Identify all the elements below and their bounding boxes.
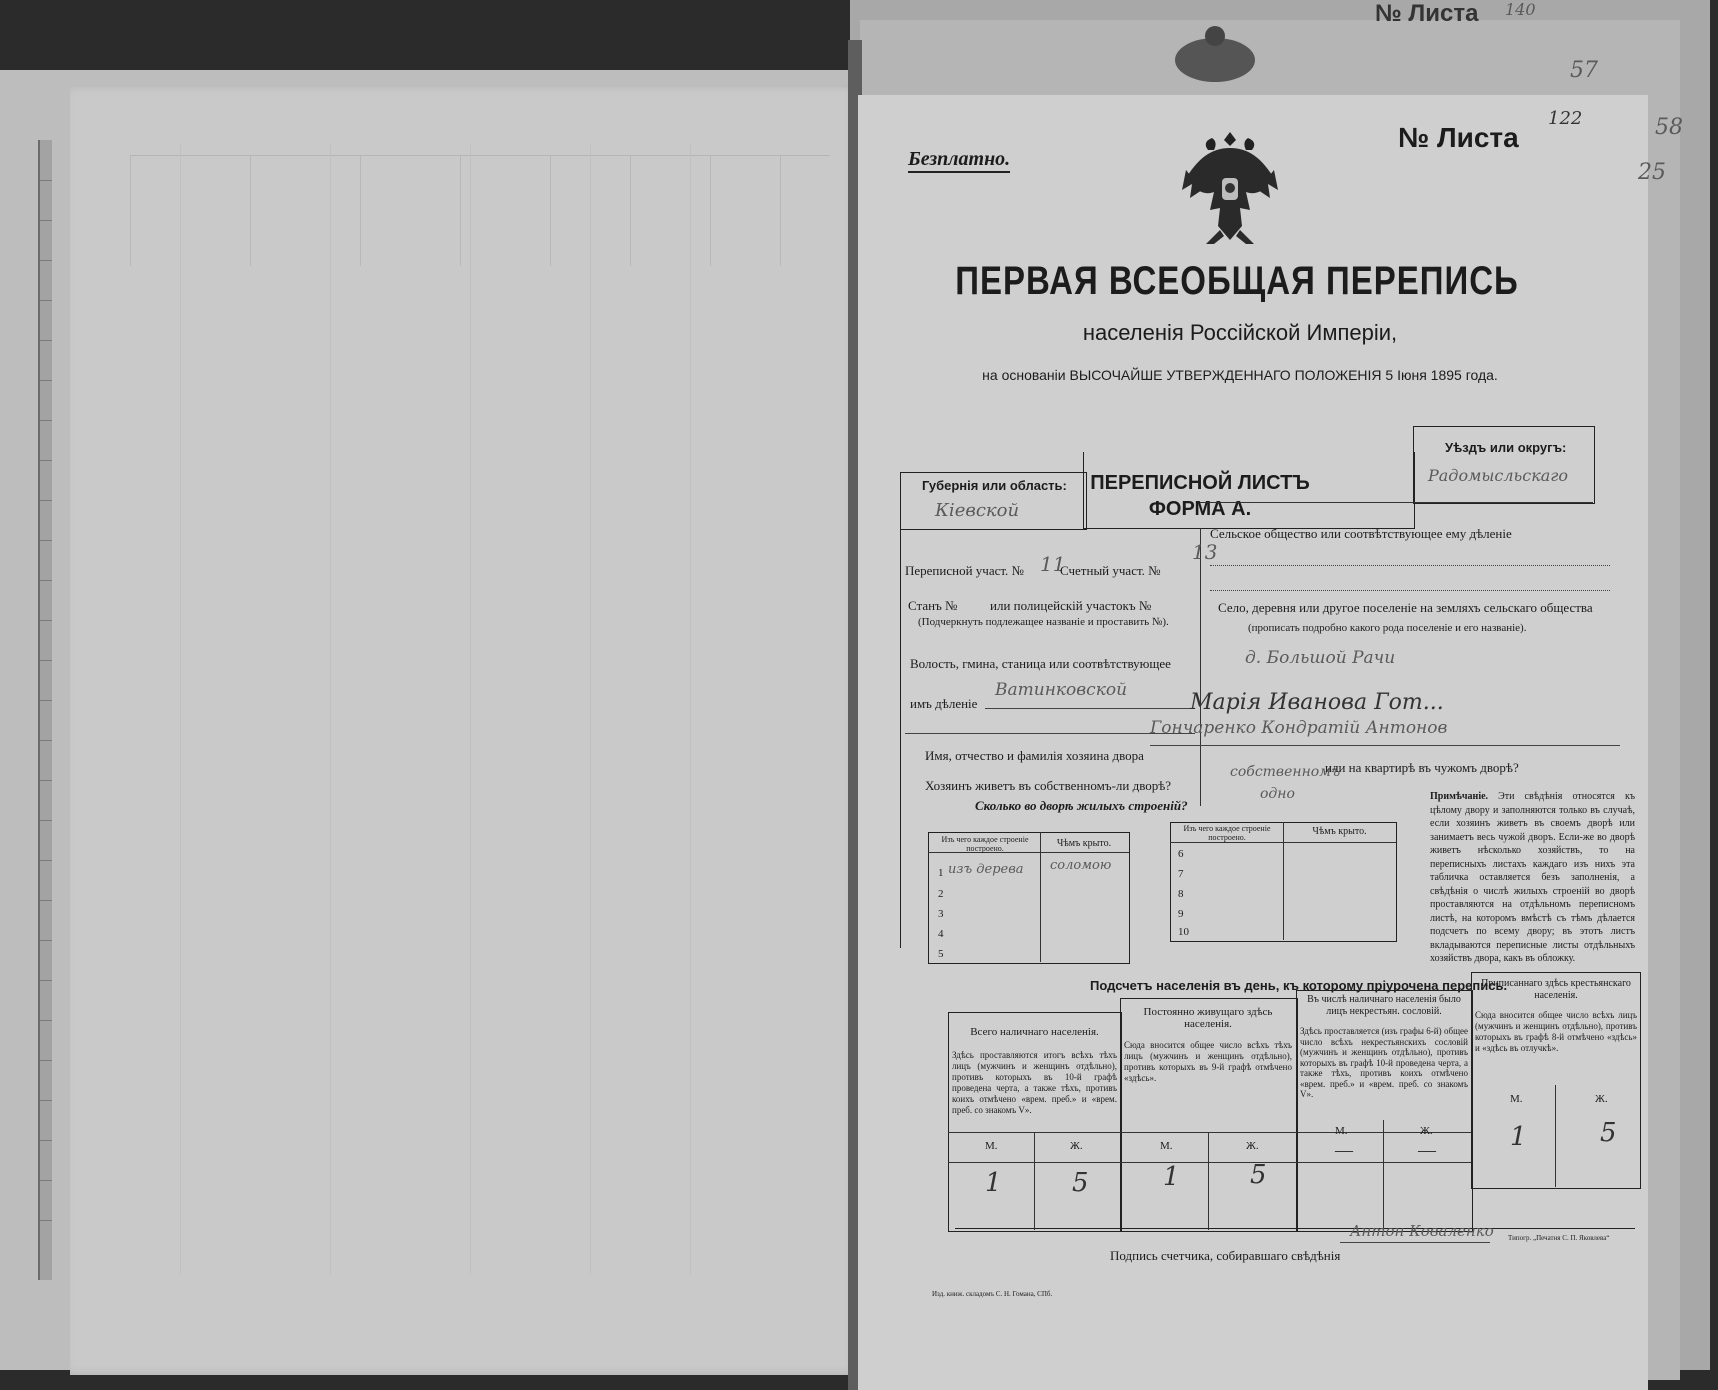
buildings-row-number: 6 — [1178, 848, 1184, 860]
frame-divider — [1200, 528, 1201, 806]
left-column-line — [470, 145, 471, 1275]
buildings-row-number: 3 — [938, 908, 944, 920]
publisher-line: Изд. книж. складомъ С. Н. Гомана, СПб. — [932, 1290, 1053, 1298]
count-col-nonpeasant-desc: Здѣсь проставляется (изъ графы 6-й) общее число всѣхъ некрестьянскихъ сословій (мужчинъ и женщинъ отдѣльно), противъ которыхъ въ графѣ 10-й проведена черта, а также тѣхъ, противъ коихъ отмѣчено «врем. преб.» и «врем. преб. со знакомъ V». — [1300, 1026, 1468, 1099]
owner-lives-label: Хозяинъ живетъ въ собственномъ-ли дворѣ? — [925, 778, 1172, 793]
margin-number-side-2: 25 — [1638, 160, 1666, 185]
form-name — [1090, 470, 1310, 522]
count-total-f: 5 — [1072, 1168, 1089, 1198]
form-name-line2: ФОРМА А. — [1148, 498, 1252, 520]
left-column-line — [590, 145, 591, 1275]
buildings-note — [1430, 790, 1635, 966]
back-sheet-number-value: 140 — [1505, 0, 1536, 19]
back-eagle-icon — [1160, 22, 1270, 84]
form-name-line1: ПЕРЕПИСНОЙ ЛИСТЪ — [1090, 472, 1310, 494]
buildings-row1-roof: соломою — [1050, 858, 1112, 873]
owner-underline — [1150, 745, 1620, 746]
owner-lives-value: собственномъ — [1230, 764, 1341, 780]
count-district-label: Счетный участ. № — [1060, 563, 1161, 578]
stan-hint: (Подчеркнуть подлежащее названіе и проставить №). — [918, 616, 1169, 628]
frame-top-right — [1200, 502, 1593, 503]
count-col-total-header: Всего наличнаго населенія. — [970, 1026, 1099, 1038]
count-total-m: 1 — [985, 1168, 1002, 1198]
count-col-total — [948, 1012, 1122, 1232]
census-district-label: Переписной участ. № — [905, 563, 1024, 578]
count-m-label: М. — [1335, 1125, 1348, 1137]
count-subheader-line — [948, 1132, 1471, 1133]
margin-number-side: 58 — [1655, 115, 1683, 140]
count-district-value: 13 — [1192, 540, 1218, 564]
sheet-number-value: 122 — [1548, 108, 1583, 129]
count-mf-divider — [1034, 1132, 1035, 1230]
society-line — [1210, 565, 1610, 566]
society-line-2 — [1210, 590, 1610, 591]
count-permanent-f: 5 — [1250, 1160, 1267, 1190]
buildings-label: Сколько во дворѣ жилыхъ строеній? — [975, 798, 1188, 813]
imperial-eagle-icon — [1180, 130, 1280, 250]
buildings-row-number: 5 — [938, 948, 944, 960]
buildings-row-number: 8 — [1178, 888, 1184, 900]
note-title: Примѣчаніе. — [1430, 791, 1489, 802]
buildings-table-divider — [1283, 822, 1284, 940]
buildings-col-roof: Чѣмъ крыто. — [1312, 826, 1367, 837]
signature-underline — [1340, 1242, 1490, 1243]
signature-value: Антон Коваленко — [1350, 1222, 1494, 1240]
district-box — [1413, 426, 1595, 504]
left-column-line — [330, 145, 331, 1275]
count-col-peasant-desc: Сюда вносится общее число всѣхъ лицъ (мужчинъ и женщинъ отдѣльно), противъ которыхъ въ графѣ 8-й отмѣчено «здѣсь» и «здѣсь въ отлучкѣ». — [1475, 1010, 1637, 1053]
page-basis: на основаніи ВЫСОЧАЙШЕ УТВЕРЖДЕННАГО ПОЛОЖЕНІЯ 5 Іюня 1895 года. — [982, 367, 1498, 383]
count-permanent-m: 1 — [1163, 1162, 1180, 1192]
frame-left-edge — [900, 528, 901, 948]
count-col-peasant — [1471, 972, 1641, 1189]
left-column-line — [690, 145, 691, 1275]
village-value-2: Марія Иванова Гот... — [1190, 690, 1444, 715]
count-mf-divider — [1383, 1120, 1384, 1230]
signature-label: Подпись счетчика, собиравшаго свѣдѣнія — [1110, 1248, 1341, 1263]
province-value: Кіевской — [935, 500, 1020, 521]
left-page — [70, 85, 860, 1375]
buildings-col-roof: Чѣмъ крыто. — [1056, 838, 1112, 849]
count-col-peasant-header: Приписаннаго здѣсь крестьянскаго населенія. — [1481, 978, 1631, 1001]
village-value: д. Большой Рачи — [1245, 648, 1396, 668]
buildings-row-number: 2 — [938, 888, 944, 900]
printer-line: Типогр. „Печатня С. П. Яковлева“ — [1508, 1234, 1610, 1242]
left-page-ruler — [38, 140, 52, 1280]
count-col-nonpeasant-header: Въ числѣ наличнаго населенія было лицъ некрестьян. сословій. — [1307, 994, 1461, 1017]
village-hint: (прописать подробно какого рода поселеніе и его названіе). — [1248, 622, 1527, 634]
buildings-value: одно — [1260, 786, 1295, 802]
buildings-row-number: 4 — [938, 928, 944, 940]
price-label: Безплатно. — [908, 148, 1010, 173]
owner-label: Имя, отчество и фамилія хозяина двора — [925, 748, 1144, 763]
police-district-label: или полицейскій участокъ № — [990, 598, 1152, 613]
count-col-total-desc: Здѣсь проставляются итогъ всѣхъ тѣхъ лицъ (мужчинъ и женщинъ отдѣльно), противъ которыхъ въ 10-й графѣ проведена черта, а также тѣхъ, противъ коихъ отмѣчено «врем. преб.» и «врем. преб. со знакомъ V». — [952, 1050, 1117, 1115]
count-f-label: Ж. — [1070, 1140, 1083, 1152]
owner-lives-label-2: или на квартирѣ въ чужомъ дворѣ? — [1325, 760, 1519, 775]
left-faint-table — [130, 155, 830, 266]
district-value: Радомысльскаго — [1428, 466, 1569, 485]
volost-underline — [985, 708, 1195, 709]
volost-label-2: имъ дѣленіе — [910, 696, 978, 711]
count-col-permanent-desc: Сюда вносится общее число всѣхъ тѣхъ лицъ (мужчинъ и женщинъ отдѣльно), противъ которыхъ въ 9-й графѣ отмѣчено «здѣсь». — [1124, 1040, 1292, 1083]
count-nonpeasant-f: — — [1418, 1140, 1436, 1160]
sheet-number-label: № Листа — [1398, 122, 1519, 153]
volost-label: Волость, гмина, станица или соотвѣтствующее — [910, 656, 1171, 671]
count-mf-divider — [1555, 1085, 1556, 1187]
margin-number-top: 57 — [1570, 58, 1598, 83]
province-label: Губернія или область: — [922, 478, 1067, 493]
count-nonpeasant-m: — — [1335, 1140, 1353, 1160]
owner-value: Гончаренко Кондратій Антонов — [1150, 718, 1448, 738]
volost-value: Ватинковской — [995, 680, 1128, 700]
buildings-col-material: Изъ чего каждое строеніе построено. — [941, 835, 1029, 853]
count-col-permanent-header: Постоянно живущаго здѣсь населенія. — [1143, 1006, 1273, 1030]
page-title: ПЕРВАЯ ВСЕОБЩАЯ ПЕРЕПИСЬ — [955, 258, 1519, 303]
count-mf-divider — [1208, 1132, 1209, 1230]
census-district-value: 11 — [1040, 552, 1066, 576]
left-column-line — [180, 145, 181, 1275]
count-m-label: М. — [1160, 1140, 1173, 1152]
society-label: Сельское общество или соотвѣтствующее ему дѣленіе — [1210, 526, 1512, 541]
buildings-row-number: 7 — [1178, 868, 1184, 880]
village-label: Село, деревня или другое поселеніе на земляхъ сельскаго общества — [1218, 600, 1593, 615]
count-col-permanent — [1120, 998, 1298, 1232]
buildings-row-number: 9 — [1178, 908, 1184, 920]
count-f-label: Ж. — [1420, 1125, 1433, 1137]
count-m-label: М. — [985, 1140, 998, 1152]
buildings-table-header-line — [1170, 842, 1396, 843]
buildings-col-material: Изъ чего каждое строеніе построено. — [1183, 824, 1271, 842]
district-label: Уѣздъ или округъ: — [1445, 440, 1567, 455]
buildings-row1-material: изъ дерева — [948, 862, 1024, 877]
count-title: Подсчетъ населенія въ день, къ которому пріурочена перепись. — [1090, 978, 1508, 993]
note-text: Эти свѣдѣнія относятся къ цѣлому двору и заполняются только въ случаѣ, если хозяинъ живетъ въ своемъ дворѣ или занимаетъ весь чужой дворъ. Если-же во дворѣ живетъ нѣсколько хозяйствъ, то на переписныхъ листахъ каждаго изъ нихъ эта табличка оставляется безъ заполненія, а свѣдѣнія о числѣ жилыхъ строеній во дворѣ проставляются на отдѣльномъ переписномъ листѣ, на которомъ вмѣстѣ съ тѣмъ дѣлается подсчетъ по всему двору; въ этотъ листъ вкладываются переписные листы отдѣльныхъ хозяйствъ двора, какъ въ обложку. — [1430, 791, 1635, 964]
buildings-row-number: 10 — [1178, 926, 1189, 938]
count-peasant-m: 1 — [1510, 1122, 1527, 1152]
count-peasant-f: 5 — [1600, 1118, 1617, 1148]
back-sheet-number-label: № Листа — [1375, 0, 1479, 27]
count-f-label: Ж. — [1595, 1093, 1608, 1105]
page-subtitle: населенія Россійской Имперіи, — [1082, 320, 1398, 345]
count-f-label: Ж. — [1246, 1140, 1259, 1152]
stan-label: Станъ № — [908, 598, 958, 613]
buildings-row-number: 1 — [938, 867, 944, 879]
count-m-label: М. — [1510, 1093, 1523, 1105]
count-value-line — [948, 1162, 1471, 1163]
